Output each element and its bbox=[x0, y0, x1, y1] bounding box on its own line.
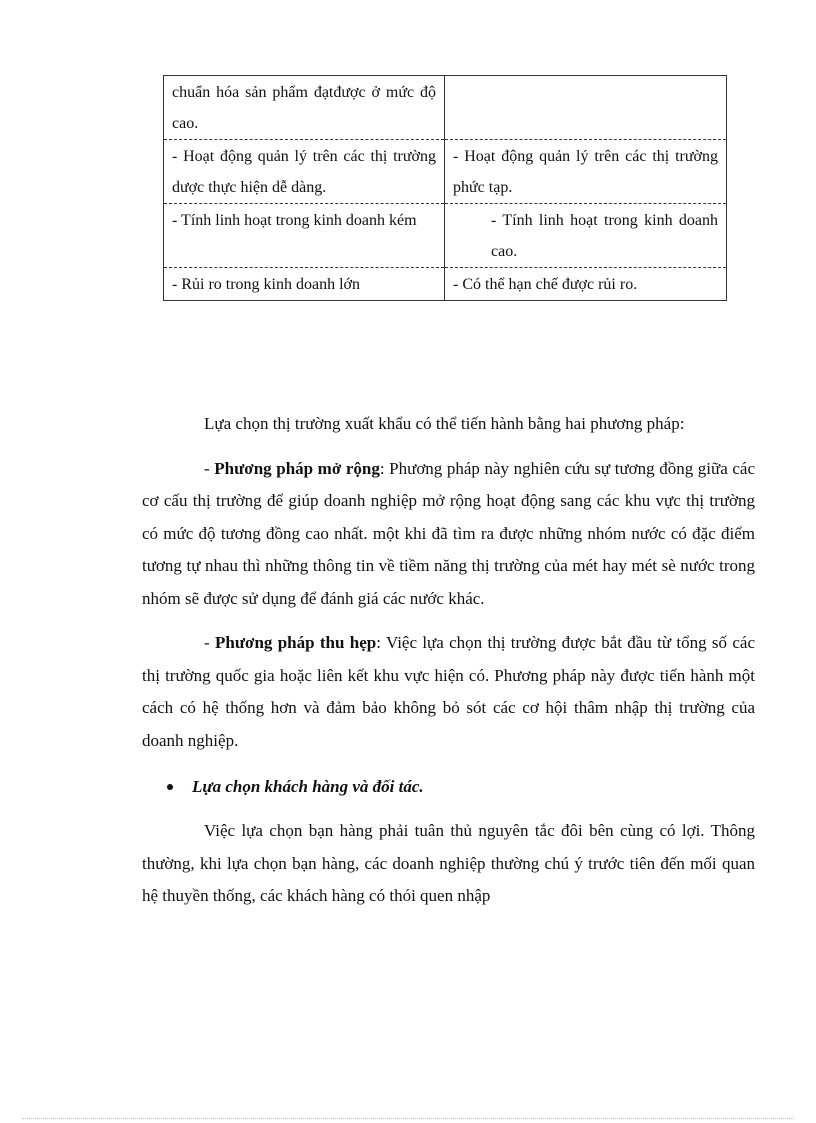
method-expand-prefix: - bbox=[204, 458, 215, 478]
method-narrow-paragraph bbox=[142, 627, 755, 757]
method-expand-label: Phương pháp mở rộng bbox=[214, 458, 380, 478]
table-row bbox=[164, 268, 727, 301]
bullet-heading-text: Lựa chọn khách hàng và đối tác. bbox=[192, 777, 424, 796]
method-narrow-text: : Việc lựa chọn thị trường được bắt đầu từ tổng số các thị trường quốc gia hoặc liên kết khu vực hiện có. Phương pháp này được tiến hành một cách có hệ thống hơn và đảm bảo không bỏ sót các cơ hội thâm nhập thị trường của doanh nghiệp. bbox=[142, 633, 755, 750]
bullet-heading bbox=[142, 771, 755, 803]
method-expand-paragraph bbox=[142, 453, 755, 616]
table-cell-right: - Có thể hạn chế được rủi ro. bbox=[445, 268, 727, 301]
table-cell-right: - Tính linh hoạt trong kinh doanh cao. bbox=[445, 204, 727, 268]
intro-paragraph: Lựa chọn thị trường xuất khẩu có thể tiến hành bằng hai phương pháp: bbox=[204, 414, 685, 433]
comparison-table bbox=[163, 75, 727, 301]
table-cell-left: - Tính linh hoạt trong kinh doanh kém bbox=[164, 204, 445, 268]
table-cell-left: chuẩn hóa sản phẩm đạtđược ở mức độ cao. bbox=[164, 76, 445, 140]
table-cell-left: - Hoạt động quản lý trên các thị trường dược thực hiện dễ dàng. bbox=[164, 140, 445, 204]
method-narrow-prefix: - bbox=[204, 633, 215, 652]
table-row bbox=[164, 76, 727, 140]
method-narrow-label: Phương pháp thu hẹp bbox=[214, 633, 377, 652]
table-row bbox=[164, 140, 727, 204]
table-cell-right bbox=[445, 76, 727, 140]
bullet-icon bbox=[167, 784, 173, 790]
table-cell-right: - Hoạt động quản lý trên các thị trường phức tạp. bbox=[445, 140, 727, 204]
table-row bbox=[164, 204, 727, 268]
page-divider bbox=[22, 1118, 794, 1119]
method-expand-text: : Phương pháp này nghiên cứu sự tương đồng giữa các cơ cấu thị trường để giúp doanh nghiệp mở rộng hoạt động sang các khu vực thị trường có mức độ tương đồng cao nhất. một khi đã tìm ra được những nhóm nước có đặc điểm tương tự nhau thì những thông tin về tiềm năng thị trường của mét hay mét sè nước trong nhóm sẽ được sử dụng để đánh giá các nước khác. bbox=[142, 458, 755, 608]
partner-paragraph: Việc lựa chọn bạn hàng phải tuân thủ nguyên tắc đôi bên cùng có lợi. Thông thường, khi lựa chọn bạn hàng, các doanh nghiệp thường chú ý trước tiên đến mối quan hệ thuyền thống, các khách hàng có thói quen nhập bbox=[142, 821, 755, 905]
table-cell-left: - Rủi ro trong kinh doanh lớn bbox=[164, 268, 445, 301]
body-text bbox=[142, 408, 755, 925]
